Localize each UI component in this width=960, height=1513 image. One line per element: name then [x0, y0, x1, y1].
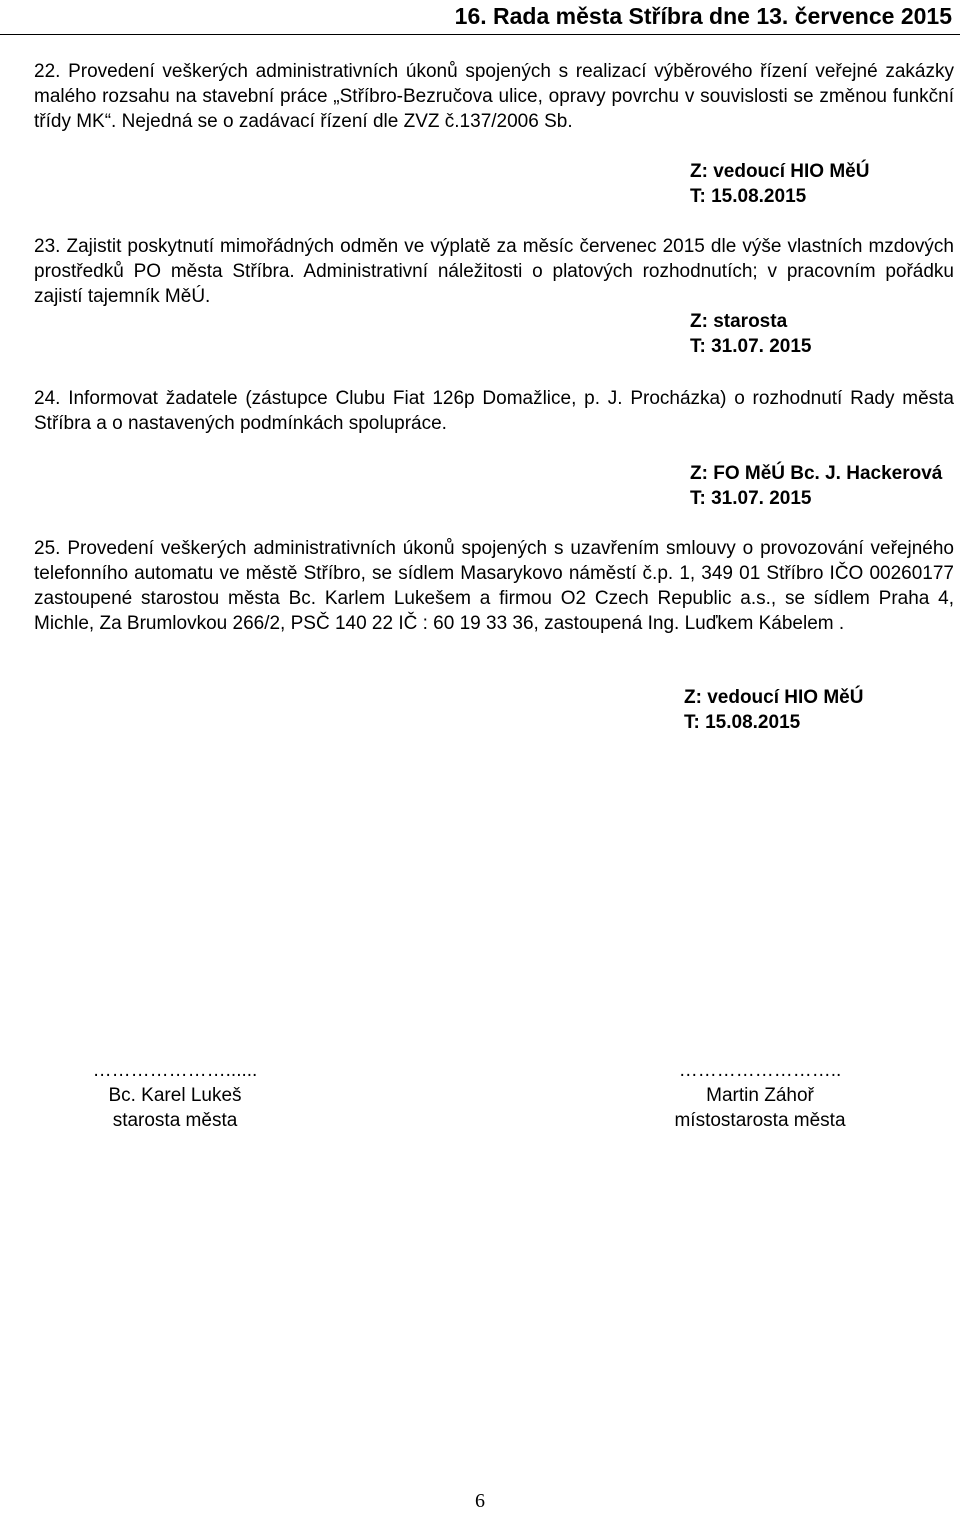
signatory-role: místostarosta města [674, 1110, 846, 1131]
resolution-item-22: 22. Provedení veškerých administrativních úkonů spojených s realizací výběrového řízení veřejné zakázky malého rozsahu na stavební práce „Stříbro-Bezručova ulice, opravy povrchu v souvislosti se změnou funkční třídy MK“. Nejedná se o zadávací řízení dle ZVZ č.137/2006 Sb. [34, 61, 954, 132]
signatory-name: Bc. Karel Lukeš [108, 1085, 242, 1106]
signatory-role: starosta města [112, 1110, 238, 1131]
responsible-24: Z: FO MěÚ Bc. J. Hackerová [690, 463, 943, 484]
responsible-23: Z: starosta [690, 311, 788, 332]
signature-block-deputy [620, 1058, 900, 1133]
signature-line: …………………...... [92, 1060, 258, 1081]
page-header-title: 16. Rada města Stříbra dne 13. července 2015 [454, 3, 952, 29]
responsible-22: Z: vedoucí HIO MěÚ [690, 161, 870, 182]
deadline-25: T: 15.08.2015 [684, 712, 801, 733]
deadline-24: T: 31.07. 2015 [690, 488, 812, 509]
header-rule [0, 34, 960, 35]
resolution-item-25: 25. Provedení veškerých administrativních úkonů spojených s uzavřením smlouvy o provozování veřejného telefonního automatu ve městě Stříbro, se sídlem Masarykovo náměstí č.p. 1, 349 01 Stříbro IČO 00260177 zastoupené starostou města Bc. Karlem Lukešem a firmou O2 Czech Republic a.s., se sídlem Praha 4, Michle, Za Brumlovkou 266/2, PSČ 140 22 IČ : 60 19 33 36, zastoupená Ing. Luďkem Kábelem . [34, 538, 954, 634]
deadline-22: T: 15.08.2015 [690, 186, 807, 207]
signatory-name: Martin Záhoř [706, 1085, 814, 1106]
page-number: 6 [475, 1490, 485, 1512]
resolution-item-24: 24. Informovat žadatele (zástupce Clubu Fiat 126p Domažlice, p. J. Procházka) o rozhodnutí Rady města Stříbra a o nastavených podmínkách spolupráce. [34, 388, 954, 434]
signature-block-mayor [30, 1058, 320, 1133]
responsible-25: Z: vedoucí HIO MěÚ [684, 687, 864, 708]
resolution-item-23: 23. Zajistit poskytnutí mimořádných odměn ve výplatě za měsíc červenec 2015 dle výše vlastních mzdových prostředků PO města Stříbra. Administrativní náležitosti o platových rozhodnutích; v pracovním pořádku zajistí tajemník MěÚ. [34, 236, 954, 307]
deadline-23: T: 31.07. 2015 [690, 336, 812, 357]
signature-line: …………………….. [678, 1060, 842, 1081]
